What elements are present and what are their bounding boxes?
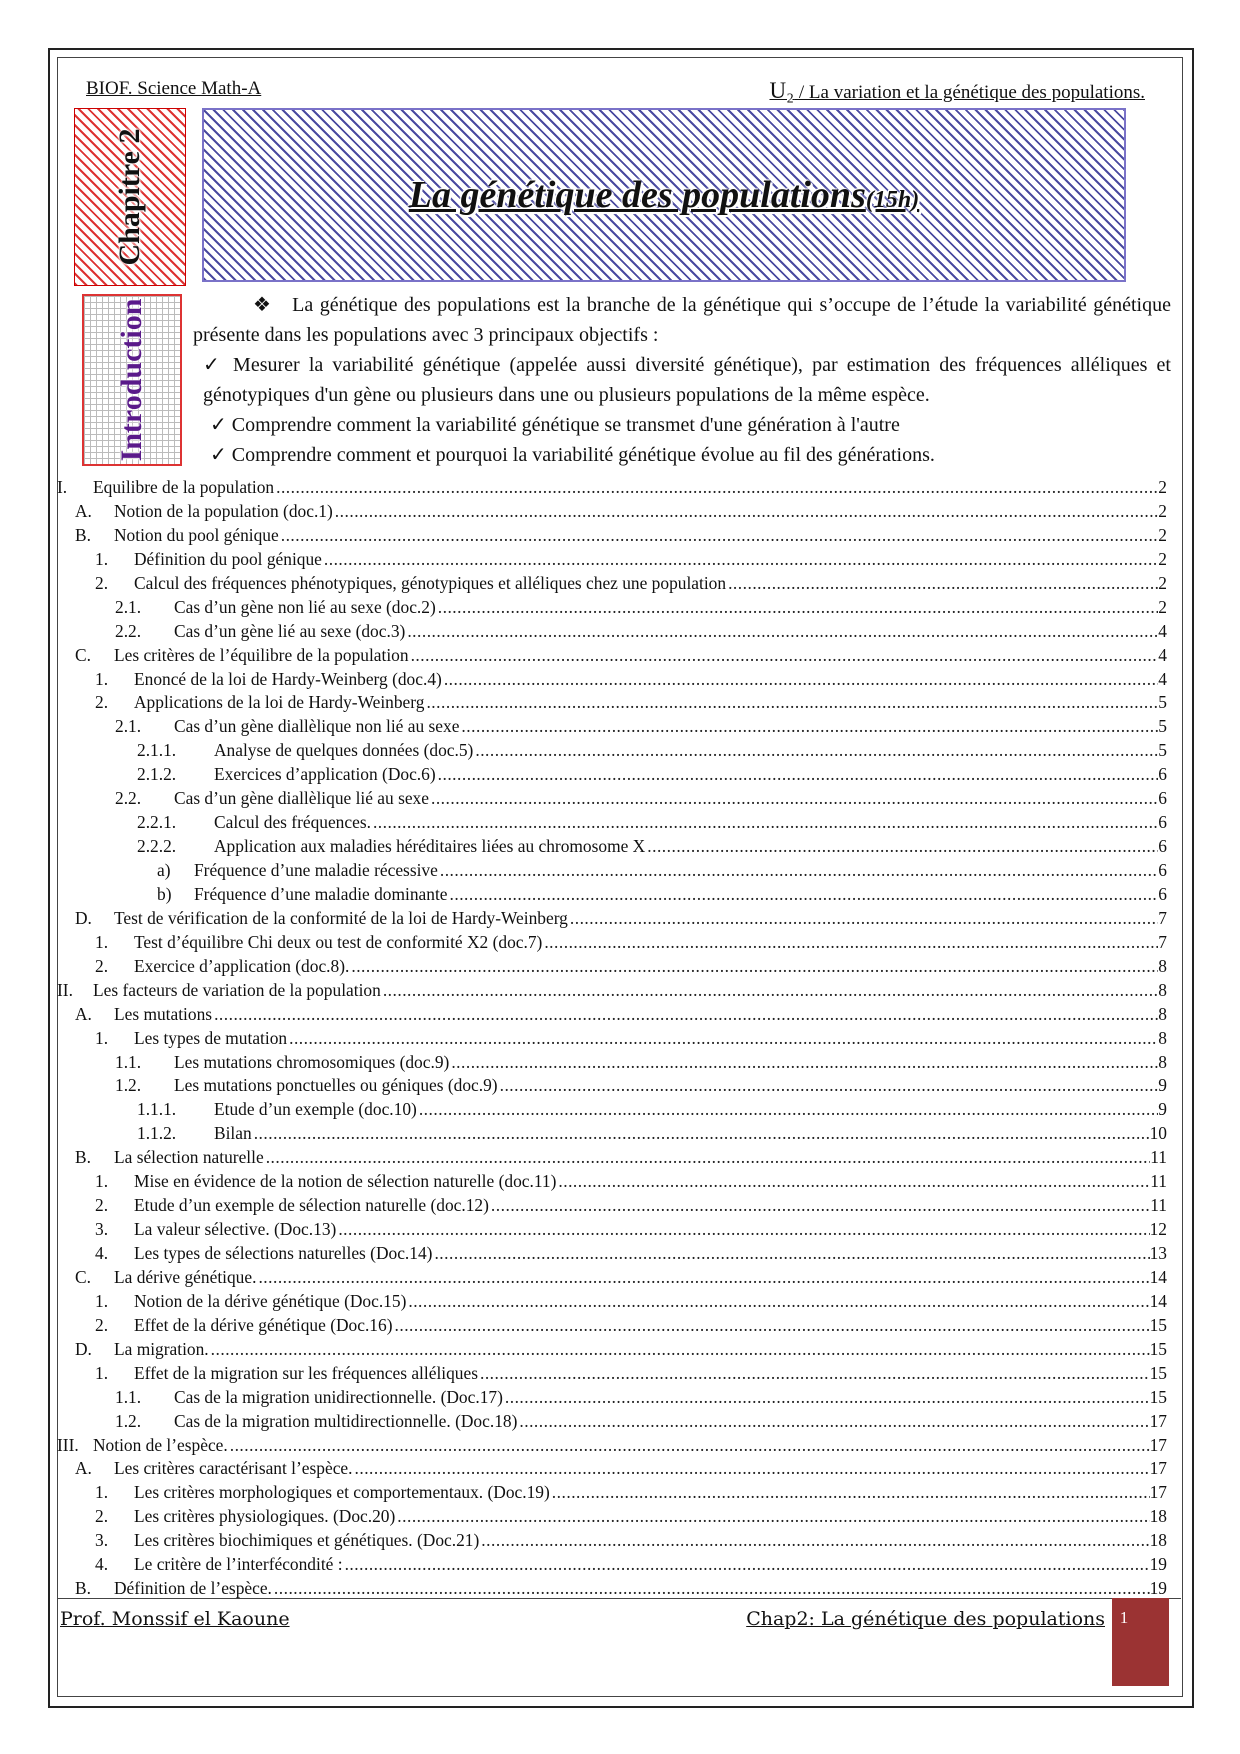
toc-dot-leader [230, 1434, 1150, 1458]
toc-dot-leader [397, 1505, 1149, 1529]
introduction-lead [193, 290, 1171, 350]
toc-entry[interactable] [57, 1457, 1167, 1481]
toc-dot-leader [345, 1553, 1150, 1577]
toc-entry-title: Analyse de quelques données (doc.5) [214, 740, 474, 761]
toc-entry[interactable] [57, 1218, 1167, 1242]
toc-entry-page: 17 [1149, 1410, 1167, 1431]
toc-entry-title: Effet de la migration sur les fréquences alléliques [134, 1362, 478, 1383]
toc-entry-page: 8 [1158, 979, 1167, 1000]
toc-entry-page: 13 [1149, 1243, 1167, 1263]
toc-entry-number: 1.1. [115, 1051, 142, 1072]
toc-dot-leader [451, 1051, 1158, 1075]
toc-entry-number: 1. [95, 1290, 109, 1311]
toc-entry-title: La migration. [114, 1338, 209, 1359]
toc-entry[interactable] [57, 1146, 1167, 1170]
footer-chapter: Chap2: La génétique des populations [746, 1608, 1105, 1630]
toc-entry-number: 2.1.2. [137, 764, 177, 785]
toc-entry-number: D. [75, 1338, 92, 1359]
toc-entry-page: 6 [1158, 836, 1167, 857]
toc-entry[interactable] [57, 1003, 1167, 1027]
toc-entry-number: 1. [95, 931, 109, 952]
toc-entry-title: Applications de la loi de Hardy-Weinberg [134, 692, 425, 713]
toc-entry[interactable] [57, 787, 1167, 811]
toc-dot-leader [214, 1003, 1158, 1027]
toc-entry-number: A. [75, 1003, 92, 1024]
toc-dot-leader [395, 1314, 1150, 1338]
toc-entry[interactable] [57, 1529, 1167, 1553]
diamond-bullet-icon: ❖ [253, 294, 273, 316]
toc-dot-leader [407, 620, 1158, 644]
toc-entry-title: Notion de la dérive génétique (Doc.15) [134, 1290, 407, 1311]
toc-entry-title: Test d’équilibre Chi deux ou test de conformité X2 (doc.7) [134, 931, 543, 952]
toc-entry-title: Calcul des fréquences phénotypiques, génotypiques et alléliques chez une population [134, 572, 727, 593]
toc-entry-number: 1. [95, 1027, 109, 1048]
toc-entry-number: C. [75, 644, 91, 665]
toc-entry-page: 15 [1149, 1362, 1167, 1383]
toc-dot-leader [570, 907, 1158, 931]
toc-entry-title: Les critères physiologiques. (Doc.20) [134, 1506, 396, 1527]
toc-entry-number: B. [75, 1578, 91, 1599]
toc-entry-number: 1. [95, 548, 109, 569]
toc-entry-page: 8 [1158, 1027, 1167, 1048]
toc-dot-leader [480, 1362, 1150, 1386]
toc-entry-title: Exercices d’application (Doc.6) [214, 764, 436, 785]
toc-entry[interactable] [57, 500, 1167, 524]
toc-entry[interactable] [57, 1194, 1167, 1218]
toc-dot-leader [444, 668, 1158, 692]
toc-entry-page: 12 [1149, 1219, 1167, 1240]
toc-entry-page: 8 [1158, 1051, 1167, 1072]
toc-entry-page: 15 [1149, 1314, 1167, 1335]
objective-item: ✓ Comprendre comment la variabilité génétique se transmet d'une génération à l'autre [210, 414, 900, 436]
footer-divider [57, 1598, 1181, 1599]
toc-entry-number: 2. [95, 1314, 109, 1335]
toc-entry[interactable] [57, 1122, 1167, 1146]
toc-entry[interactable] [57, 1314, 1167, 1338]
introduction-label: Introduction [115, 298, 148, 462]
toc-dot-leader [438, 763, 1159, 787]
toc-entry-page: 8 [1158, 1003, 1167, 1024]
toc-entry[interactable] [57, 691, 1167, 715]
toc-dot-leader [289, 1027, 1158, 1051]
toc-entry-number: 4. [95, 1554, 109, 1575]
page-number-badge [1112, 1598, 1169, 1686]
toc-entry-page: 9 [1158, 1099, 1167, 1120]
toc-entry[interactable] [57, 859, 1167, 883]
header-unit [769, 78, 1145, 104]
toc-entry-title: Calcul des fréquences. [214, 812, 371, 833]
toc-dot-leader [434, 1242, 1149, 1266]
page-title [409, 173, 919, 217]
toc-dot-leader [338, 1218, 1149, 1242]
header-unit-title: / La variation et la génétique des populations. [794, 82, 1145, 103]
toc-entry-page: 15 [1149, 1338, 1167, 1359]
toc-dot-leader [373, 811, 1158, 835]
toc-entry-number: B. [75, 1147, 91, 1168]
toc-entry-number: 4. [95, 1243, 109, 1263]
toc-dot-leader [440, 859, 1158, 883]
toc-entry-number: 2. [95, 1195, 109, 1216]
toc-entry-page: 8 [1158, 955, 1167, 976]
toc-entry-number: 2.2. [115, 788, 142, 809]
introduction-lead-text: La génétique des populations est la branche de la génétique qui s’occupe de l’étude la variabilité génétique présente dans les populations avec 3 principaux objectifs : [193, 294, 1171, 346]
toc-entry[interactable] [57, 596, 1167, 620]
toc-entry[interactable] [57, 1051, 1167, 1075]
toc-entry[interactable] [57, 763, 1167, 787]
toc-entry-title: Les mutations [114, 1003, 213, 1024]
toc-entry-number: I. [57, 477, 68, 497]
toc-dot-leader [544, 931, 1158, 955]
page-title-main: La génétique des populations [408, 174, 866, 216]
toc-entry-number: B. [75, 524, 91, 545]
toc-entry-page: 17 [1149, 1482, 1167, 1503]
toc-dot-leader [254, 1122, 1150, 1146]
toc-dot-leader [461, 715, 1158, 739]
toc-entry-page: 14 [1149, 1266, 1167, 1287]
toc-dot-leader [481, 1529, 1149, 1553]
toc-entry-number: 2. [95, 955, 109, 976]
toc-dot-leader [266, 1146, 1151, 1170]
toc-entry-title: Cas de la migration unidirectionnelle. (Doc.17) [174, 1386, 503, 1407]
toc-dot-leader [324, 548, 1158, 572]
toc-entry[interactable] [57, 1242, 1167, 1266]
toc-dot-leader [258, 1266, 1149, 1290]
toc-entry-page: 2 [1158, 548, 1167, 569]
toc-entry[interactable] [57, 620, 1167, 644]
toc-entry-number: 2.2.1. [137, 812, 177, 833]
toc-entry-page: 2 [1158, 500, 1167, 521]
toc-entry[interactable] [57, 1481, 1167, 1505]
toc-entry-number: 2. [95, 572, 109, 593]
toc-entry-title: Définition du pool génique [134, 548, 322, 569]
toc-entry-number: D. [75, 907, 92, 928]
chapter-badge [74, 108, 186, 286]
header-unit-code: U₂ [769, 78, 795, 103]
toc-entry-number: 1.2. [115, 1075, 142, 1096]
toc-entry-number: III. [57, 1434, 79, 1455]
toc-entry-page: 6 [1158, 788, 1167, 809]
toc-entry[interactable] [57, 1266, 1167, 1290]
toc-entry-number: II. [57, 979, 73, 1000]
toc-entry-page: 9 [1158, 1075, 1167, 1096]
toc-dot-leader [491, 1194, 1150, 1218]
toc-dot-leader [728, 572, 1158, 596]
toc-entry-page: 5 [1158, 692, 1167, 713]
toc-entry-title: Enoncé de la loi de Hardy-Weinberg (doc.4) [134, 668, 442, 689]
toc-entry-title: Etude d’un exemple de sélection naturelle (doc.12) [134, 1195, 489, 1216]
toc-entry-page: 2 [1158, 596, 1167, 617]
toc-entry[interactable] [57, 835, 1167, 859]
toc-entry[interactable] [57, 476, 1167, 500]
introduction-badge [82, 294, 182, 466]
toc-dot-leader [519, 1410, 1149, 1434]
toc-entry[interactable] [57, 931, 1167, 955]
toc-entry-page: 17 [1149, 1458, 1167, 1479]
toc-entry-number: 2.1. [115, 596, 142, 617]
toc-dot-leader [500, 1074, 1159, 1098]
toc-entry-number: 2.2.2. [137, 836, 177, 857]
toc-entry-number: 1.2. [115, 1410, 142, 1431]
toc-entry-page: 5 [1158, 716, 1167, 737]
toc-entry-page: 11 [1150, 1171, 1167, 1192]
toc-entry-page: 5 [1158, 740, 1167, 761]
toc-entry-title: Test de vérification de la conformité de la loi de Hardy-Weinberg [114, 907, 568, 928]
toc-dot-leader [408, 1290, 1149, 1314]
toc-entry-title: Cas de la migration multidirectionnelle. (Doc.18) [174, 1410, 518, 1431]
toc-entry-title: Les types de sélections naturelles (Doc.14) [134, 1243, 433, 1263]
toc-entry-title: Cas d’un gène lié au sexe (doc.3) [174, 620, 406, 641]
toc-dot-leader [411, 644, 1159, 668]
toc-entry-page: 2 [1158, 477, 1167, 497]
toc-entry[interactable] [57, 1170, 1167, 1194]
toc-entry-title: Mise en évidence de la notion de sélection naturelle (doc.11) [134, 1171, 557, 1192]
toc-entry-page: 6 [1158, 883, 1167, 904]
toc-entry-title: Les mutations ponctuelles ou géniques (doc.9) [174, 1075, 498, 1096]
toc-entry-page: 17 [1149, 1434, 1167, 1455]
toc-entry-number: 3. [95, 1530, 109, 1551]
toc-entry-page: 2 [1158, 524, 1167, 545]
toc-entry-title: Cas d’un gène diallèlique non lié au sexe [174, 716, 460, 737]
page-title-duration: (15h) [865, 187, 920, 213]
toc-entry[interactable] [57, 883, 1167, 907]
toc-entry[interactable] [57, 739, 1167, 763]
toc-dot-leader [558, 1170, 1150, 1194]
toc-entry-page: 6 [1158, 860, 1167, 880]
toc-entry[interactable] [57, 1027, 1167, 1051]
toc-entry-number: A. [75, 1458, 92, 1479]
toc-dot-leader [431, 787, 1158, 811]
toc-entry-title: Cas d’un gène non lié au sexe (doc.2) [174, 596, 436, 617]
toc-entry-title: Notion de la population (doc.1) [114, 500, 333, 521]
objective-item: ✓ Mesurer la variabilité génétique (appelée aussi diversité génétique), par estimation des fréquences alléliques et génotypiques d'un gène ou plusieurs dans une ou plusieurs populations de la même espèce. [203, 354, 1171, 406]
toc-entry-title: Les critères morphologiques et comportementaux. (Doc.19) [134, 1482, 550, 1503]
toc-entry[interactable] [57, 1098, 1167, 1122]
toc-entry-title: Bilan [214, 1123, 252, 1144]
toc-dot-leader [351, 955, 1158, 979]
toc-entry-page: 6 [1158, 812, 1167, 833]
toc-dot-leader [419, 1098, 1158, 1122]
toc-entry[interactable] [57, 1434, 1167, 1458]
toc-entry-page: 15 [1149, 1386, 1167, 1407]
toc-entry-title: Les facteurs de variation de la population [93, 979, 381, 1000]
toc-entry-page: 4 [1158, 644, 1167, 665]
toc-dot-leader [426, 691, 1158, 715]
toc-dot-leader [438, 596, 1159, 620]
toc-entry-number: 3. [95, 1219, 109, 1240]
toc-entry-page: 19 [1149, 1554, 1167, 1575]
toc-entry-title: Les mutations chromosomiques (doc.9) [174, 1051, 450, 1072]
footer-author: Prof. Monssif el Kaoune [60, 1608, 290, 1630]
toc-entry-number: a) [157, 860, 171, 880]
toc-dot-leader [383, 979, 1158, 1003]
toc-entry[interactable] [57, 955, 1167, 979]
toc-entry-page: 10 [1149, 1123, 1167, 1144]
toc-entry[interactable] [57, 1290, 1167, 1314]
toc-entry-title: Application aux maladies héréditaires liées au chromosome X [214, 836, 646, 857]
toc-entry-number: 1.1.1. [137, 1099, 177, 1120]
toc-entry-title: Notion du pool génique [114, 524, 279, 545]
toc-entry-page: 7 [1158, 907, 1167, 928]
toc-entry-number: b) [157, 883, 172, 904]
toc-dot-leader [276, 476, 1158, 500]
toc-entry[interactable] [57, 1338, 1167, 1362]
toc-entry-title: Définition de l’espèce. [114, 1578, 272, 1599]
toc-entry-number: 1.1.2. [137, 1123, 177, 1144]
toc-entry-number: 2.2. [115, 620, 142, 641]
toc-dot-leader [647, 835, 1158, 859]
toc-entry-title: Etude d’un exemple (doc.10) [214, 1099, 417, 1120]
toc-entry[interactable] [57, 715, 1167, 739]
toc-entry[interactable] [57, 1074, 1167, 1098]
toc-entry-title: Notion de l’espèce. [93, 1434, 228, 1455]
toc-dot-leader [211, 1338, 1150, 1362]
toc-entry-number: 1. [95, 1362, 109, 1383]
header-course: BIOF. Science Math-A [86, 78, 262, 99]
objective-item: ✓ Comprendre comment et pourquoi la variabilité génétique évolue au fil des générations. [210, 444, 935, 466]
page-number: 1 [1119, 1608, 1129, 1627]
toc-entry-page: 18 [1149, 1530, 1167, 1551]
toc-entry-title: Les types de mutation [134, 1027, 288, 1048]
toc-entry-title: Equilibre de la population [93, 477, 275, 497]
toc-entry-title: Le critère de l’interfécondité : [134, 1554, 343, 1575]
toc-entry-page: 19 [1149, 1578, 1167, 1599]
toc-dot-leader [475, 739, 1158, 763]
introduction-text [193, 290, 1171, 470]
toc-entry[interactable] [57, 644, 1167, 668]
toc-entry[interactable] [57, 979, 1167, 1003]
toc-entry-page: 14 [1149, 1290, 1167, 1311]
toc-entry-page: 4 [1158, 620, 1167, 641]
toc-entry[interactable] [57, 1410, 1167, 1434]
toc-entry[interactable] [57, 811, 1167, 835]
toc-dot-leader [355, 1457, 1150, 1481]
toc-entry-number: 2.1. [115, 716, 142, 737]
toc-entry-page: 4 [1158, 668, 1167, 689]
toc-entry-page: 2 [1158, 572, 1167, 593]
toc-entry-number: C. [75, 1266, 91, 1287]
toc-dot-leader [281, 524, 1159, 548]
toc-entry-number: 2. [95, 692, 109, 713]
toc-entry-title: Exercice d’application (doc.8). [134, 955, 350, 976]
toc-entry-page: 6 [1158, 764, 1167, 785]
toc-entry[interactable] [57, 572, 1167, 596]
toc-entry-number: 1.1. [115, 1386, 142, 1407]
toc-entry-title: Fréquence d’une maladie récessive [194, 860, 438, 880]
toc-entry[interactable] [57, 668, 1167, 692]
toc-entry-page: 7 [1158, 931, 1167, 952]
toc-dot-leader [335, 500, 1159, 524]
toc-entry-title: Fréquence d’une maladie dominante [194, 883, 448, 904]
toc-entry-title: Les critères de l’équilibre de la population [114, 644, 409, 665]
toc-entry-title: La valeur sélective. (Doc.13) [134, 1219, 337, 1240]
toc-entry-number: A. [75, 500, 92, 521]
toc-entry-title: La sélection naturelle [114, 1147, 264, 1168]
toc-entry-number: 1. [95, 1171, 109, 1192]
toc-entry[interactable] [57, 1505, 1167, 1529]
toc-entry[interactable] [57, 1386, 1167, 1410]
toc-entry-title: Les critères biochimiques et génétiques. (Doc.21) [134, 1530, 480, 1551]
toc-dot-leader [552, 1481, 1150, 1505]
table-of-contents [57, 476, 1167, 1601]
toc-entry-number: 2. [95, 1506, 109, 1527]
toc-entry-page: 18 [1149, 1506, 1167, 1527]
toc-entry[interactable] [57, 1553, 1167, 1577]
toc-entry-title: Les critères caractérisant l’espèce. [114, 1458, 353, 1479]
title-banner [202, 108, 1126, 282]
toc-entry-title: Effet de la dérive génétique (Doc.16) [134, 1314, 393, 1335]
toc-entry-number: 2.1.1. [137, 740, 177, 761]
toc-entry[interactable] [57, 1362, 1167, 1386]
chapter-label: Chapitre 2 [113, 128, 146, 266]
toc-entry-number: 1. [95, 668, 109, 689]
toc-dot-leader [505, 1386, 1150, 1410]
toc-entry-page: 11 [1150, 1147, 1167, 1168]
toc-entry-page: 11 [1150, 1195, 1167, 1216]
toc-entry-number: 1. [95, 1482, 109, 1503]
toc-dot-leader [450, 883, 1159, 907]
toc-entry-title: La dérive génétique. [114, 1266, 257, 1287]
toc-entry[interactable] [57, 548, 1167, 572]
toc-entry-title: Cas d’un gène diallèlique lié au sexe [174, 788, 429, 809]
toc-entry[interactable] [57, 907, 1167, 931]
toc-entry[interactable] [57, 524, 1167, 548]
